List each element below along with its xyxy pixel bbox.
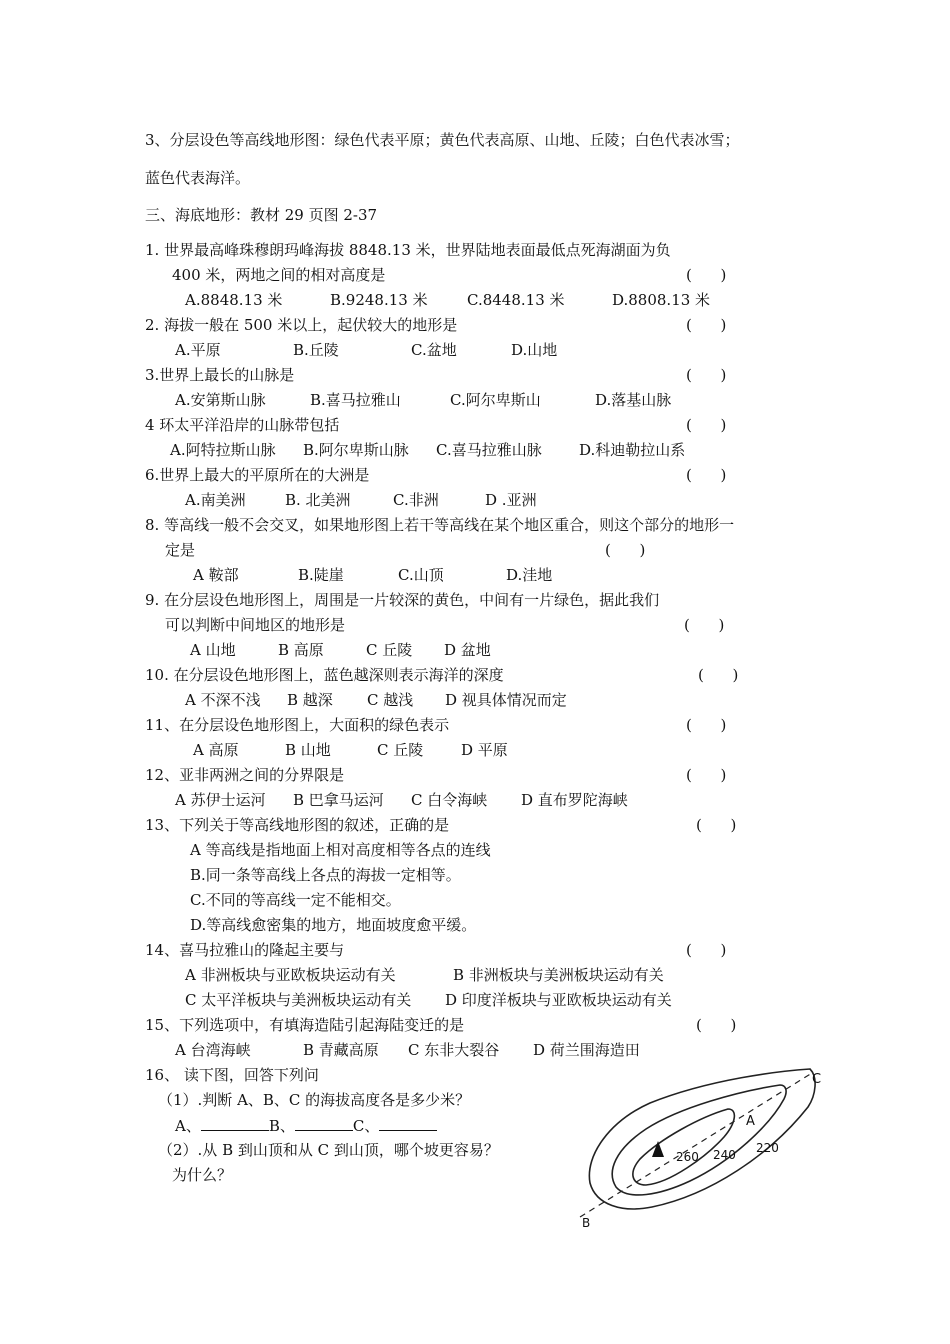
q4-stem: 4 环太平洋沿岸的山脉带包括 [145, 416, 340, 434]
contour-label-220: 220 [756, 1141, 779, 1155]
blank-a-answer[interactable] [201, 1115, 269, 1131]
q8-options [193, 565, 552, 585]
q11-option-c: C 丘陵 [377, 741, 424, 759]
q1-options [185, 290, 710, 310]
q8-stem-1: 8. 等高线一般不会交叉，如果地形图上若干等高线在某个地区重合，则这个部分的地形一 [145, 516, 735, 534]
q4-answer-paren: ( ) [686, 416, 727, 434]
q9-option-b: B 高原 [278, 641, 324, 659]
label-c: C [812, 1072, 822, 1087]
q11-option-b: B 山地 [285, 741, 331, 759]
q3-option-d: D.落基山脉 [595, 391, 672, 409]
q1-option-c: C.8448.13 米 [467, 291, 565, 309]
blank-c-answer[interactable] [379, 1115, 437, 1131]
q4-option-a: A.阿特拉斯山脉 [170, 441, 276, 459]
mountain-peak-icon [652, 1141, 664, 1157]
q1-option-d: D.8808.13 米 [612, 291, 711, 309]
contour-220 [589, 1069, 815, 1209]
q13-option-a: A 等高线是指地面上相对高度相等各点的连线 [190, 841, 491, 859]
contour-map-figure [560, 1055, 840, 1235]
q2-option-d: D.山地 [511, 341, 558, 359]
q14-answer-paren: ( ) [686, 941, 727, 959]
q3-options [175, 390, 671, 410]
q15-answer-paren: ( ) [696, 1016, 737, 1034]
contour-260 [633, 1109, 735, 1185]
q12-option-c: C 白令海峡 [411, 791, 488, 809]
q9-answer-paren: ( ) [684, 616, 725, 634]
q8-option-b: B.陡崖 [298, 566, 344, 584]
q2-option-a: A.平原 [175, 341, 221, 359]
q3-option-c: C.阿尔卑斯山 [450, 391, 541, 409]
label-a: A [746, 1114, 755, 1129]
contour-240 [612, 1085, 786, 1195]
q1-stem-2: 400 米，两地之间的相对高度是 [172, 266, 386, 284]
q9-stem-2: 可以判断中间地区的地形是 [165, 616, 346, 634]
q3-option-b: B.喜马拉雅山 [310, 391, 401, 409]
q12-stem: 12、亚非两洲之间的分界限是 [145, 766, 345, 784]
q13-option-c: C.不同的等高线一定不能相交。 [190, 891, 401, 909]
q4-option-b: B.阿尔卑斯山脉 [303, 441, 409, 459]
q10-option-b: B 越深 [287, 691, 333, 709]
q6-options [185, 490, 537, 510]
q11-answer-paren: ( ) [686, 716, 727, 734]
q8-option-a: A 鞍部 [193, 566, 239, 584]
q10-option-a: A 不深不浅 [185, 691, 261, 709]
q6-option-b: B. 北美洲 [285, 491, 351, 509]
q12-answer-paren: ( ) [686, 766, 727, 784]
q8-stem-2: 定是 [165, 541, 196, 559]
q12-option-a: A 苏伊士运河 [175, 791, 266, 809]
q2-stem: 2. 海拔一般在 500 米以上，起伏较大的地形是 [145, 316, 458, 334]
q15-stem: 15、下列选项中，有填海造陆引起海陆变迁的是 [145, 1016, 465, 1034]
q16-blanks [175, 1115, 437, 1136]
q3-option-a: A.安第斯山脉 [175, 391, 266, 409]
q14-option-d: D 印度洋板块与亚欧板块运动有关 [445, 991, 672, 1009]
q4-option-c: C.喜马拉雅山脉 [436, 441, 542, 459]
q10-answer-paren: ( ) [698, 666, 739, 684]
q2-option-b: B.丘陵 [293, 341, 339, 359]
q3-stem: 3.世界上最长的山脉是 [145, 366, 295, 384]
q2-answer-paren: ( ) [686, 316, 727, 334]
q14-option-a: A 非洲板块与亚欧板块运动有关 [185, 966, 396, 984]
q12-option-b: B 巴拿马运河 [293, 791, 384, 809]
q12-options [175, 790, 628, 810]
q9-options [190, 640, 491, 660]
q6-answer-paren: ( ) [686, 466, 727, 484]
q14-stem: 14、喜马拉雅山的隆起主要与 [145, 941, 345, 959]
q11-stem: 11、在分层设色地形图上，大面积的绿色表示 [145, 716, 450, 734]
q1-option-a: A.8848.13 米 [185, 291, 283, 309]
q10-option-d: D 视具体情况而定 [445, 691, 567, 709]
q6-stem: 6.世界上最大的平原所在的大洲是 [145, 466, 370, 484]
q6-option-c: C.非洲 [393, 491, 439, 509]
intro-line-1: 3、分层设色等高线地形图：绿色代表平原；黄色代表高原、山地、丘陵；白色代表冰雪； [145, 131, 740, 149]
q14-option-c: C 太平洋板块与美洲板块运动有关 [185, 991, 412, 1009]
q16-sub2-why: 为什么？ [172, 1166, 233, 1184]
q16-stem: 16、 读下图，回答下列问 [145, 1066, 319, 1084]
q6-option-a: A.南美洲 [185, 491, 246, 509]
q11-option-d: D 平原 [461, 741, 508, 759]
q4-option-d: D.科迪勒拉山系 [579, 441, 686, 459]
q16-sub2: （2）.从 B 到山顶和从 C 到山顶，哪个坡更容易？ [158, 1141, 499, 1159]
q4-options [170, 440, 685, 460]
q10-stem: 10. 在分层设色地形图上，蓝色越深则表示海洋的深度 [145, 666, 504, 684]
contour-label-260: 260 [676, 1150, 699, 1164]
q13-stem: 13、下列关于等高线地形图的叙述，正确的是 [145, 816, 450, 834]
q8-option-d: D.洼地 [506, 566, 553, 584]
q1-answer-paren: ( ) [686, 266, 727, 284]
q9-option-c: C 丘陵 [366, 641, 413, 659]
q8-option-c: C.山顶 [398, 566, 444, 584]
q9-stem-1: 9. 在分层设色地形图上，周围是一片较深的黄色，中间有一片绿色，据此我们 [145, 591, 660, 609]
q10-options [185, 690, 567, 710]
q12-option-d: D 直布罗陀海峡 [521, 791, 628, 809]
blank-c-label: C、 [352, 1117, 380, 1135]
q9-option-d: D 盆地 [444, 641, 491, 659]
q2-options [175, 340, 557, 360]
q13-answer-paren: ( ) [696, 816, 737, 834]
q15-option-c: C 东非大裂谷 [408, 1041, 500, 1059]
q14-option-b: B 非洲板块与美洲板块运动有关 [453, 966, 664, 984]
q11-options [193, 740, 508, 760]
blank-b-answer[interactable] [295, 1115, 353, 1131]
q3-answer-paren: ( ) [686, 366, 727, 384]
q15-option-d: D 荷兰围海造田 [533, 1041, 640, 1059]
blank-a-label: A、 [175, 1117, 201, 1135]
section-heading: 三、海底地形：教材 29 页图 2-37 [145, 206, 378, 224]
q8-answer-paren: ( ) [605, 541, 646, 559]
contour-label-240: 240 [713, 1148, 736, 1162]
q9-option-a: A 山地 [190, 641, 236, 659]
q1-stem-1: 1. 世界最高峰珠穆朗玛峰海拔 8848.13 米，世界陆地表面最低点死海湖面为负 [145, 241, 671, 259]
q2-option-c: C.盆地 [411, 341, 457, 359]
intro-line-2: 蓝色代表海洋。 [145, 169, 251, 187]
q10-option-c: C 越浅 [367, 691, 414, 709]
q6-option-d: D .亚洲 [485, 491, 537, 509]
blank-b-label: B、 [268, 1117, 295, 1135]
q16-sub1: （1）.判断 A、B、C 的海拔高度各是多少米？ [158, 1091, 471, 1109]
q13-option-b: B.同一条等高线上各点的海拔一定相等。 [190, 866, 461, 884]
q11-option-a: A 高原 [193, 741, 239, 759]
q15-option-b: B 青藏高原 [303, 1041, 379, 1059]
q13-option-d: D.等高线愈密集的地方，地面坡度愈平缓。 [190, 916, 477, 934]
q1-option-b: B.9248.13 米 [330, 291, 428, 309]
q15-option-a: A 台湾海峡 [175, 1041, 251, 1059]
label-b: B [582, 1216, 591, 1230]
